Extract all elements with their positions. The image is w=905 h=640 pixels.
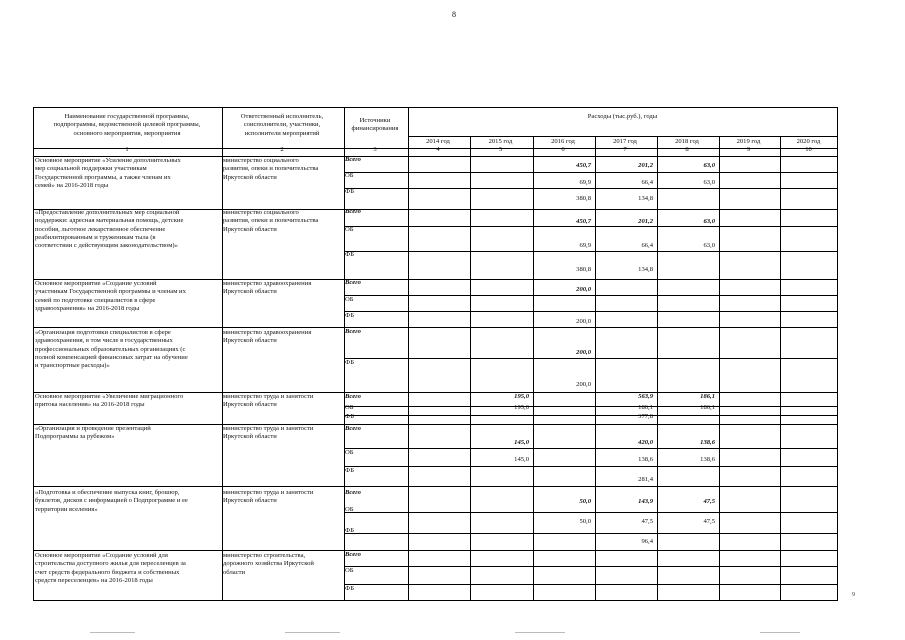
value-cell: 134,8 <box>638 195 653 202</box>
value-cell: 200,0 <box>576 349 591 356</box>
row-name: Основное мероприятие «Создание условий участникам Государственной программы и членам их семей по подготовке специалистов в сфере здравоохранения» на 2016-2018 годы <box>35 280 186 312</box>
value-cell: 377,8 <box>638 413 653 420</box>
col-number: 10 <box>805 146 812 153</box>
year-label: 2017 год <box>613 138 637 145</box>
year-label: 2016 год <box>551 138 575 145</box>
col-number: 8 <box>685 146 689 153</box>
source-label: ФБ <box>345 413 354 420</box>
source-label: Всего <box>345 425 361 432</box>
year-label: 2015 год <box>488 138 513 145</box>
value-cell: 195,0 <box>514 393 529 400</box>
year-label: 2014 год <box>426 138 450 145</box>
corner-mark: 9 <box>852 592 855 598</box>
value-cell: 420,0 <box>638 439 653 446</box>
source-label: ОБ <box>345 296 354 303</box>
source-label: ФБ <box>345 359 354 366</box>
row-executor: министерство строительства, дорожного хозяйства Иркутской области <box>223 552 314 576</box>
source-label: ФБ <box>345 188 354 195</box>
value-cell: 380,8 <box>576 195 591 202</box>
value-cell: 96,4 <box>641 538 653 545</box>
row-name: «Организация подготовки специалистов в сфере здравоохранения, в том числе в государственных профессиональных образовательных организациях (с полной компенсацией финансовых затрат на обучение и транспортные расходы)» <box>35 329 188 370</box>
source-label: ФБ <box>345 467 354 474</box>
source-label: Всего <box>345 551 361 558</box>
header-col1: Наименование государственной программы, подпрограммы, ведомственной целевой программы, основного мероприятия, мероприятия <box>53 113 201 137</box>
row-executor: министерство труда и занятости Иркутской области <box>223 489 314 505</box>
value-cell: 63,0 <box>703 218 715 225</box>
row-name: Основное мероприятие «Усиление дополнительных мер социальной поддержки участникам Государственной программы, а также членам их семей» на 2016-2018 годы <box>35 157 181 189</box>
source-label: ФБ <box>345 312 354 319</box>
year-label: 2020 год <box>796 138 821 145</box>
row-name: «Предоставление дополнительных мер социальной поддержки: адресная материальная помощь, детские пособия, льготное лекарственное обеспечение реабилитированным и труженикам тыла (в соответствии с действующим законодательством)» <box>35 209 184 250</box>
year-label: 2019 год <box>736 138 761 145</box>
row-executor: министерство здравоохранения Иркутской области <box>223 280 312 296</box>
value-cell: 66,4 <box>641 242 653 249</box>
value-cell: 201,2 <box>638 162 653 169</box>
source-label: ФБ <box>345 527 354 534</box>
source-label: ФБ <box>345 585 354 592</box>
value-cell: 63,0 <box>703 162 715 169</box>
col-number: 4 <box>436 146 440 153</box>
value-cell: 563,9 <box>638 393 653 400</box>
value-cell: 195,0 <box>514 404 529 411</box>
value-cell: 380,8 <box>576 266 591 273</box>
header-expenses: Расходы (тыс.руб.), годы <box>587 113 658 120</box>
col-number: 6 <box>561 146 565 153</box>
value-cell: 450,7 <box>576 162 591 169</box>
year-label: 2018 год <box>675 138 699 145</box>
value-cell: 186,1 <box>700 404 715 411</box>
value-cell: 186,1 <box>700 393 715 400</box>
header-col3: Источники финансирования <box>351 117 399 133</box>
value-cell: 69,9 <box>579 242 591 249</box>
col-number: 3 <box>373 146 377 153</box>
source-label: Всего <box>345 156 361 163</box>
source-label: ОБ <box>345 226 354 233</box>
col-number: 9 <box>746 146 751 153</box>
source-label: Всего <box>345 208 361 215</box>
value-cell: 201,2 <box>638 218 653 225</box>
value-cell: 450,7 <box>576 218 591 225</box>
row-executor: министерство здравоохранения Иркутской области <box>223 329 312 345</box>
value-cell: 134,8 <box>638 266 653 273</box>
value-cell: 47,5 <box>703 518 715 525</box>
col-number: 2 <box>280 146 284 153</box>
value-cell: 66,4 <box>641 179 653 186</box>
header-col2: Ответственный исполнитель, соисполнители, участники, исполнители мероприятий <box>240 113 324 137</box>
value-cell: 63,0 <box>703 179 715 186</box>
value-cell: 69,9 <box>579 179 591 186</box>
page-number: 8 <box>452 10 456 19</box>
source-label: Всего <box>345 489 361 496</box>
value-cell: 145,0 <box>514 456 529 463</box>
source-label: Всего <box>345 279 361 286</box>
source-label: Всего <box>345 393 361 400</box>
value-cell: 50,0 <box>579 518 591 525</box>
row-executor: министерство социального развития, опеки и попечительства Иркутской области <box>223 157 319 181</box>
source-label: Всего <box>345 328 361 335</box>
value-cell: 281,4 <box>638 476 653 483</box>
value-cell: 138,6 <box>638 456 653 463</box>
value-cell: 50,0 <box>579 498 591 505</box>
value-cell: 143,9 <box>638 498 653 505</box>
value-cell: 145,0 <box>514 439 529 446</box>
row-executor: министерство труда и занятости Иркутской области <box>223 393 314 409</box>
value-cell: 200,0 <box>576 381 591 388</box>
col-number: 7 <box>623 146 627 153</box>
value-cell: 63,0 <box>703 242 715 249</box>
value-cell: 186,1 <box>638 404 653 411</box>
row-executor: министерство социального развития, опеки и попечительства Иркутской области <box>223 209 319 233</box>
row-executor: министерство труда и занятости Иркутской области <box>223 425 314 441</box>
value-cell: 200,0 <box>576 286 591 293</box>
value-cell: 138,6 <box>700 456 715 463</box>
col-number: 5 <box>498 146 503 153</box>
source-label: ОБ <box>345 567 354 574</box>
source-label: ФБ <box>345 251 354 258</box>
source-label: ОБ <box>345 172 354 179</box>
source-label: ОБ <box>345 404 354 411</box>
value-cell: 47,5 <box>641 518 653 525</box>
value-cell: 138,6 <box>700 439 715 446</box>
source-label: ОБ <box>345 506 354 513</box>
value-cell: 47,5 <box>703 498 715 505</box>
row-name: «Организация и проведение презентаций Подпрограммы за рубежом» <box>35 425 151 441</box>
row-name: «Подготовка и обеспечение выпуска книг, брошюр, буклетов, дисков с информацией о Подпрограмме и ее территории вселения» <box>35 489 188 513</box>
value-cell: 200,0 <box>576 318 591 325</box>
row-name: Основное мероприятие «Увеличение миграционного притока населения» на 2016-2018 годы <box>35 393 184 409</box>
row-name: Основное мероприятие «Создание условий для строительства доступного жилья для переселенцев за счет средств федерального бюджета и собственных средств переселенцев» на 2016-2018 годы <box>35 552 186 584</box>
source-label: ОБ <box>345 449 354 456</box>
col-number: 1 <box>125 146 129 153</box>
